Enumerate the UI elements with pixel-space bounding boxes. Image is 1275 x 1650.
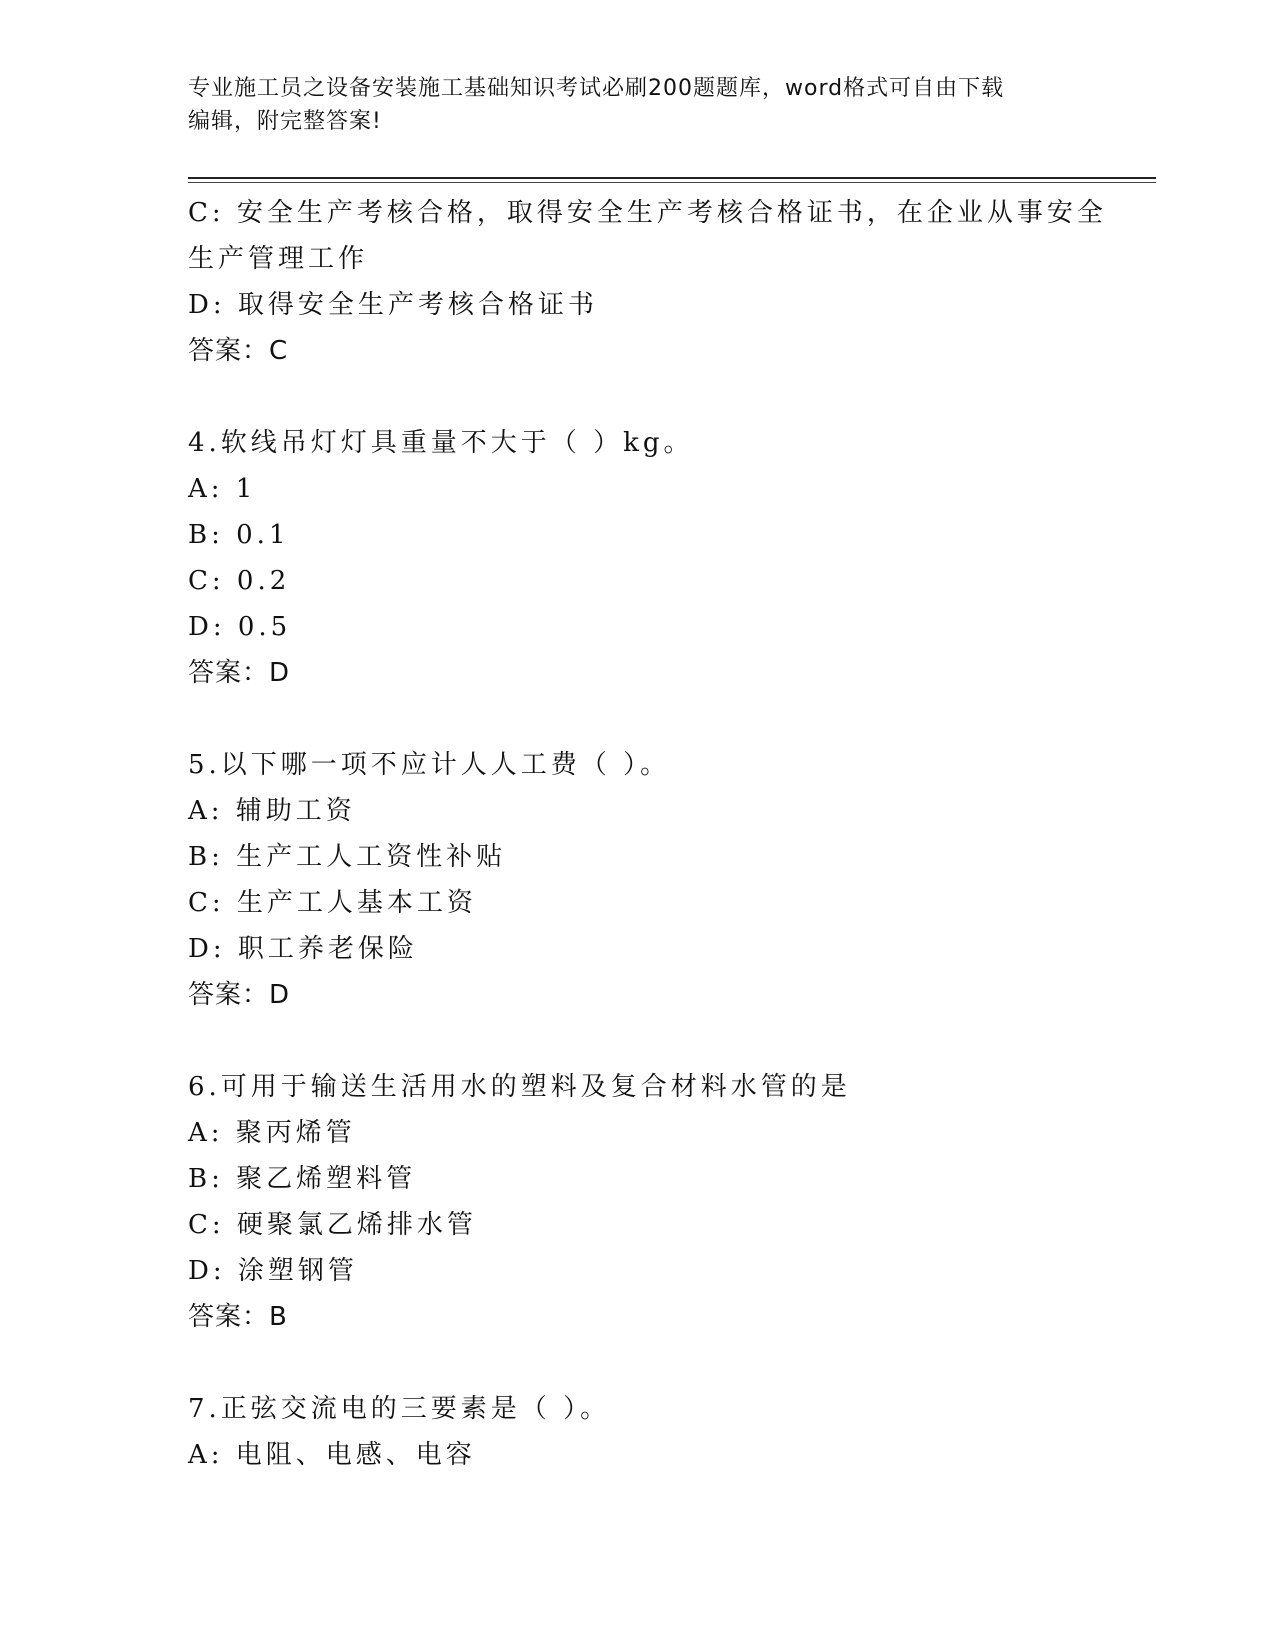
option-a: A: 辅助工资 xyxy=(188,796,356,826)
option-c: C: 安全生产考核合格，取得安全生产考核合格证书，在企业从事安全 xyxy=(188,198,1107,228)
option-a: A: 电阻、电感、电容 xyxy=(188,1440,476,1470)
option-a: A: 聚丙烯管 xyxy=(188,1118,356,1148)
question-list xyxy=(188,190,1107,1478)
option-c: C: 0.2 xyxy=(188,566,291,596)
header-title-line-1: 专业施工员之设备安装施工基础知识考试必刷200题题库，word格式可自由下载 xyxy=(188,76,1005,101)
option-c: C: 生产工人基本工资 xyxy=(188,888,477,918)
header-title-line-2: 编辑，附完整答案! xyxy=(188,109,382,134)
option-d: D: 职工养老保险 xyxy=(188,934,418,964)
answer-line: 答案：B xyxy=(188,1302,288,1332)
spacer xyxy=(188,1340,1088,1386)
option-c-continued: 生产管理工作 xyxy=(188,244,369,274)
option-b: B: 生产工人工资性补贴 xyxy=(188,842,507,872)
spacer xyxy=(188,696,1088,742)
answer-line: 答案：D xyxy=(188,658,291,688)
question-block-4 xyxy=(188,420,1088,696)
question-block-7 xyxy=(188,1386,1088,1478)
header-divider-thick xyxy=(188,177,1156,179)
option-b: B: 聚乙烯塑料管 xyxy=(188,1164,417,1194)
option-b: B: 0.1 xyxy=(188,520,290,550)
question-block-5 xyxy=(188,742,1088,1018)
option-c: C: 硬聚氯乙烯排水管 xyxy=(188,1210,477,1240)
question-stem: 7.正弦交流电的三要素是（ ）。 xyxy=(188,1394,611,1424)
spacer xyxy=(188,1018,1088,1064)
spacer xyxy=(188,374,1088,420)
question-stem: 6.可用于输送生活用水的塑料及复合材料水管的是 xyxy=(188,1072,851,1102)
answer-line: 答案：C xyxy=(188,336,289,366)
option-a: A: 1 xyxy=(188,474,257,504)
answer-line: 答案：D xyxy=(188,980,291,1010)
option-d: D: 0.5 xyxy=(188,612,292,642)
option-d: D: 取得安全生产考核合格证书 xyxy=(188,290,598,320)
question-block-3 xyxy=(188,190,1107,374)
question-stem: 4.软线吊灯灯具重量不大于（ ）kg。 xyxy=(188,428,694,458)
document-header xyxy=(188,72,1068,138)
option-d: D: 涂塑钢管 xyxy=(188,1256,358,1286)
question-block-6 xyxy=(188,1064,1088,1340)
question-stem: 5.以下哪一项不应计人人工费（ ）。 xyxy=(188,750,671,780)
header-divider-thin xyxy=(188,182,1156,183)
